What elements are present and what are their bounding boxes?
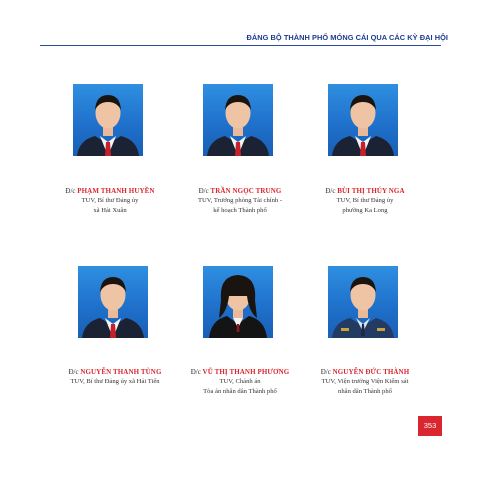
- profile-name-line: [40, 187, 180, 196]
- profile-name-line: [170, 368, 310, 377]
- portrait-photo: [73, 84, 143, 156]
- person-name: PHẠM THANH HUYỀN: [77, 187, 155, 195]
- honorific: Đ/c: [325, 187, 336, 195]
- role-line-2: xã Hải Xuân: [93, 206, 127, 214]
- role-line-1: TUV, Bí thư Đảng ủy xã Hải Tiến: [70, 378, 160, 385]
- role-line-2: nhân dân Thành phố: [338, 387, 392, 395]
- header-divider: [40, 45, 441, 46]
- person-name: BÙI THỊ THÚY NGA: [337, 187, 405, 195]
- honorific: Đ/c: [198, 187, 209, 195]
- role-line-1: TUV, Viện trưởng Viện Kiểm sát: [321, 378, 409, 385]
- portrait-photo: [328, 84, 398, 156]
- person-name: TRẦN NGỌC TRUNG: [210, 187, 282, 195]
- page-number-badge: 353: [418, 416, 442, 436]
- profile-name-line: [295, 368, 435, 377]
- person-name: VŨ THỊ THANH PHƯƠNG: [202, 368, 290, 376]
- role-line-1: TUV, Trưởng phòng Tài chính -: [197, 197, 283, 204]
- role-line-2: kế hoạch Thành phố: [213, 206, 267, 214]
- honorific: Đ/c: [65, 187, 76, 195]
- profile-name-line: [45, 368, 185, 377]
- portrait-photo: [203, 266, 273, 338]
- profile-name-line: [295, 187, 435, 196]
- role-line-1: TUV, Bí thư Đảng ủy: [336, 197, 394, 204]
- profile-name-line: [170, 187, 310, 196]
- role-line-2: phường Ka Long: [342, 206, 388, 214]
- honorific: Đ/c: [190, 368, 201, 376]
- honorific: Đ/c: [320, 368, 331, 376]
- honorific: Đ/c: [68, 368, 79, 376]
- role-line-1: TUV, Bí thư Đảng ủy: [81, 197, 139, 204]
- person-name: NGUYỄN THANH TÙNG: [80, 368, 162, 376]
- role-line-2: Tòa án nhân dân Thành phố: [203, 387, 277, 395]
- role-line-1: TUV, Chánh án: [219, 378, 261, 385]
- person-name: NGUYỄN ĐỨC THÀNH: [332, 368, 410, 376]
- portrait-photo: [78, 266, 148, 338]
- portrait-photo: [328, 266, 398, 338]
- running-header: ĐẢNG BỘ THÀNH PHỐ MÓNG CÁI QUA CÁC KỲ ĐẠI HỘI: [246, 33, 448, 42]
- portrait-photo: [203, 84, 273, 156]
